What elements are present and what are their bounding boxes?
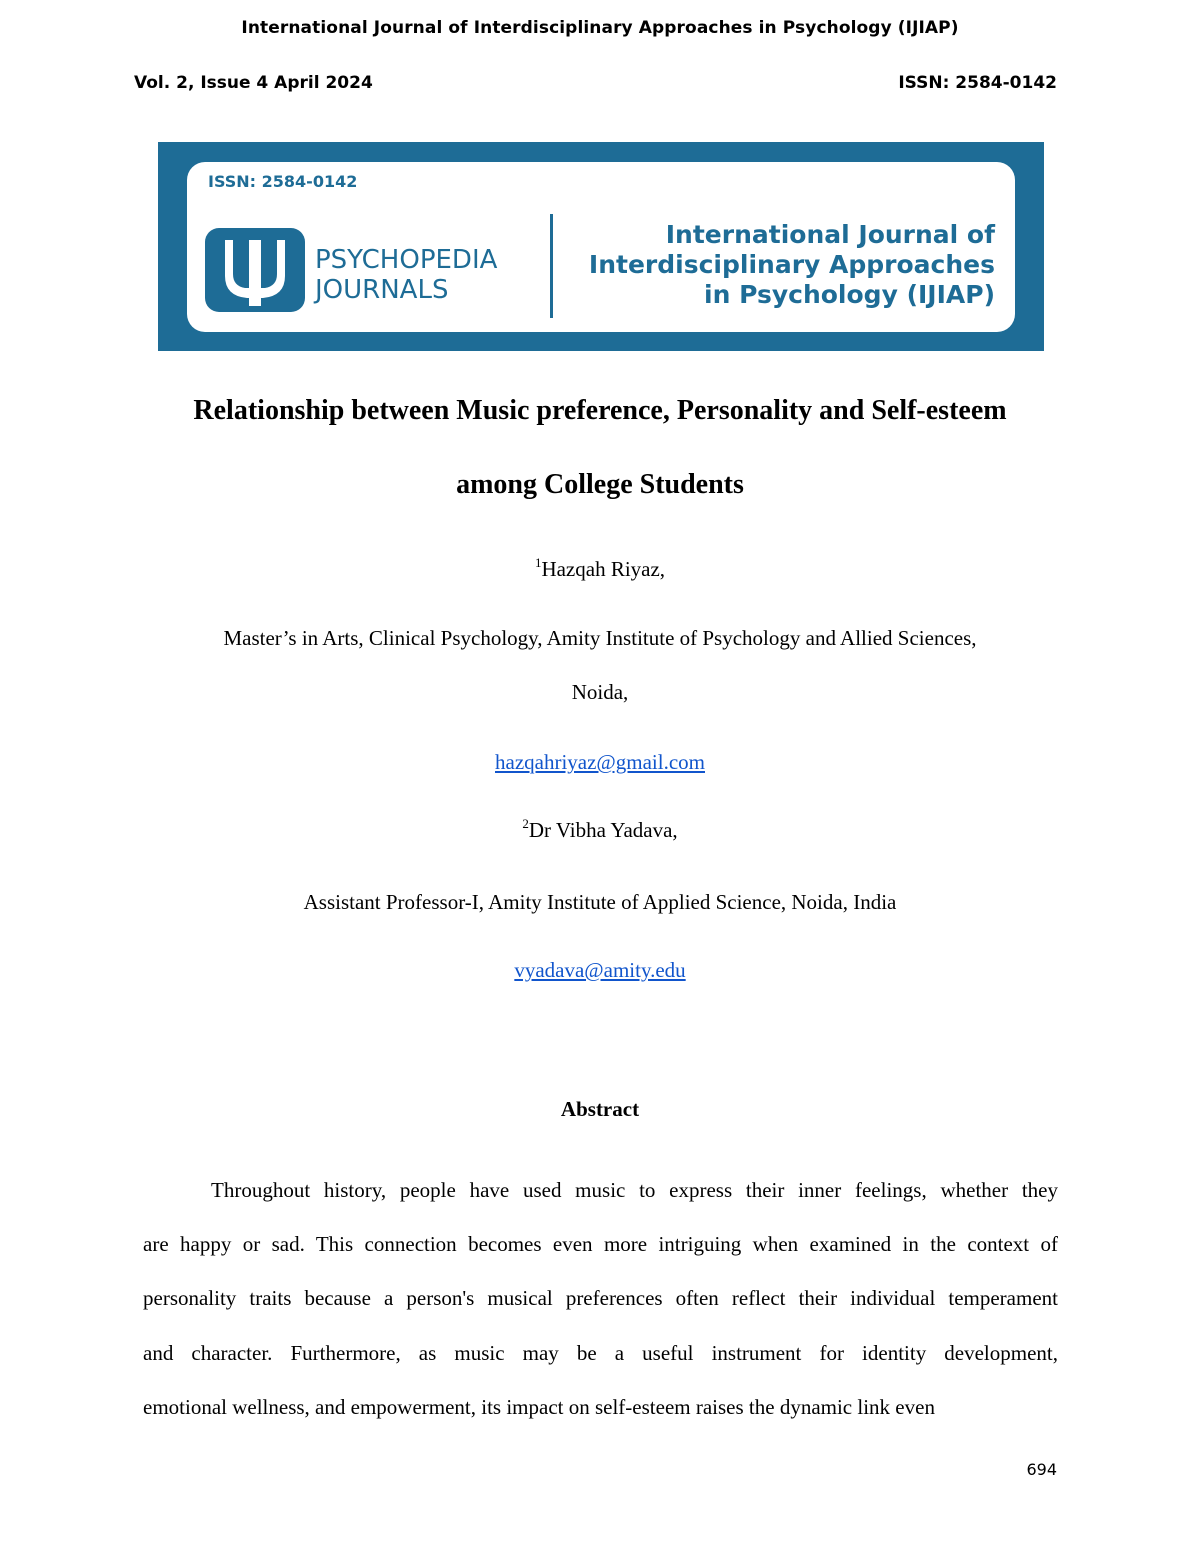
banner-journal-line-1: International Journal of (665, 220, 995, 249)
author-2-marker: 2 (522, 816, 529, 831)
banner-journal-name (589, 220, 995, 310)
author-2 (0, 818, 1200, 843)
running-journal-title: International Journal of Interdisciplinary Approaches in Psychology (IJIAP) (241, 18, 959, 38)
banner-journal-line-3: in Psychology (IJIAP) (704, 280, 995, 309)
abstract-line: and character. Furthermore, as music may be a useful instrument for identity development, (143, 1340, 1058, 1365)
brand-name-line-2: JOURNALS (315, 275, 449, 305)
banner-issn: ISSN: 2584-0142 (208, 172, 358, 191)
article-title-line-1: Relationship between Music preference, Personality and Self-esteem (193, 395, 1007, 426)
author-2-affiliation: Assistant Professor-I, Amity Institute of Applied Science, Noida, India (303, 890, 897, 914)
abstract-line: are happy or sad. This connection becomes even more intriguing when examined in the context of (143, 1232, 1058, 1257)
author-1-name: Hazqah Riyaz, (541, 557, 666, 581)
banner-card (187, 162, 1015, 332)
brand-name (315, 245, 497, 305)
header-issn: ISSN: 2584-0142 (898, 73, 1057, 93)
banner-divider (550, 214, 553, 318)
author-2-email-row (0, 958, 1200, 983)
author-1-affiliation-line-1: Master’s in Arts, Clinical Psychology, Amity Institute of Psychology and Allied Sciences, (223, 626, 977, 650)
abstract-line: emotional wellness, and empowerment, its impact on self-esteem raises the dynamic link even (143, 1394, 935, 1419)
author-1-email-row (0, 750, 1200, 775)
author-2-email-link[interactable]: vyadava@amity.edu (514, 958, 686, 982)
abstract-heading: Abstract (560, 1097, 640, 1121)
author-1-email-link[interactable]: hazqahriyaz@gmail.com (495, 750, 705, 774)
banner-journal-line-2: Interdisciplinary Approaches (588, 250, 995, 279)
author-1-affiliation-line-2: Noida, (571, 680, 629, 704)
volume-issue: Vol. 2, Issue 4 April 2024 (134, 73, 373, 93)
abstract-body (143, 1163, 1058, 1434)
abstract-line: Throughout history, people have used music to express their inner feelings, whether they (211, 1178, 1058, 1202)
brand-name-line-1: PSYCHOPEDIA (315, 245, 498, 275)
author-1 (0, 557, 1200, 582)
author-2-name: Dr Vibha Yadava, (528, 818, 678, 842)
psychopedia-psi-logo-icon (205, 228, 305, 312)
author-1-marker: 1 (534, 555, 542, 570)
abstract-line: personality traits because a person's musical preferences often reflect their individual temperament (143, 1286, 1058, 1311)
article-title-line-2: among College Students (456, 469, 744, 500)
journal-banner (158, 142, 1044, 351)
page-number: 694 (1026, 1460, 1057, 1479)
